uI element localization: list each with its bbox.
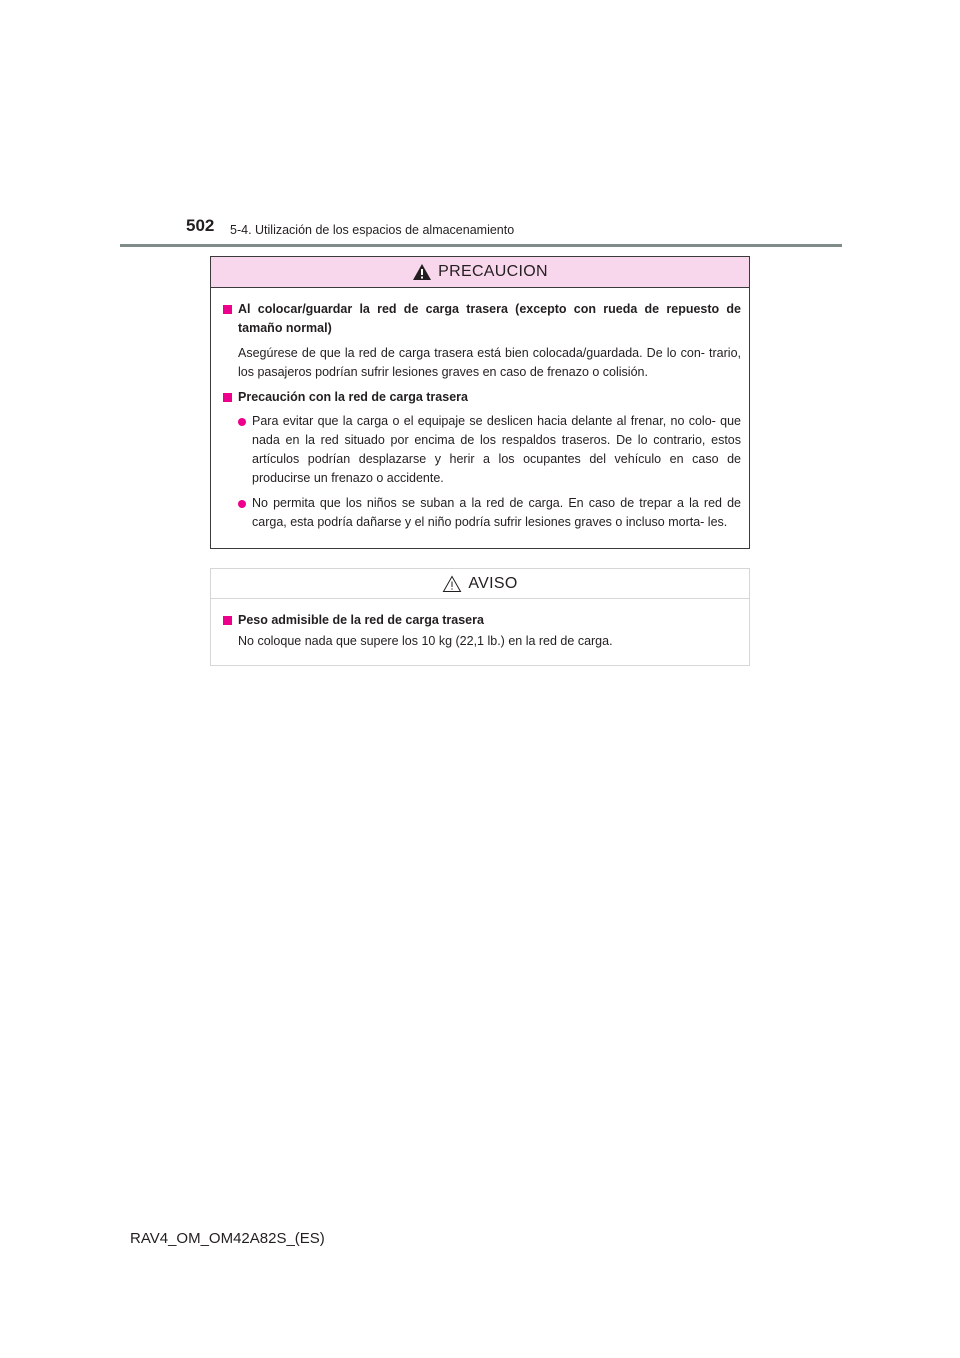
document-code: RAV4_OM_OM42A82S_(ES) (130, 1230, 325, 1247)
caution-item-heading: Al colocar/guardar la red de carga trasera (excepto con rueda de repuesto de tamaño normal) (221, 300, 741, 338)
caution-body (211, 288, 749, 532)
notice-title: AVISO (468, 574, 518, 592)
circle-bullet-icon (238, 418, 246, 426)
caution-item-text: Asegúrese de que la red de carga trasera está bien colocada/guardada. De lo con- trario, los pasajeros podrían sufrir lesiones graves en caso de frenazo o colisión. (238, 346, 741, 379)
square-bullet-icon (223, 305, 232, 314)
caution-bullet: Para evitar que la carga o el equipaje se deslicen hacia delante al frenar, no colo- que nada en la red situado por encima de los respaldos traseros. De lo contrario, estos artículos podrían desplazarse y herir a los ocupantes del vehículo en caso de producirse un frenazo o accidente. (238, 412, 741, 488)
caution-item-heading: Precaución con la red de carga trasera (221, 388, 741, 407)
notice-box (210, 568, 750, 666)
section-title: 5-4. Utilización de los espacios de almacenamiento (230, 223, 515, 237)
caution-box (210, 256, 750, 549)
square-bullet-icon (223, 393, 232, 402)
notice-item-text: No coloque nada que supere los 10 kg (22,1 lb.) en la red de carga. (238, 634, 613, 648)
square-bullet-icon (223, 616, 232, 625)
notice-item-heading: Peso admisible de la red de carga trasera (221, 611, 741, 630)
page-number: 502 (186, 216, 215, 235)
caution-header (211, 257, 749, 288)
notice-header (211, 569, 749, 599)
caution-title: PRECAUCION (438, 263, 548, 280)
notice-body (211, 599, 749, 651)
circle-bullet-icon (238, 500, 246, 508)
caution-bullet: No permita que los niños se suban a la red de carga. En caso de trepar a la red de carga, esta podría dañarse y el niño podría sufrir lesiones graves o incluso morta- les. (238, 494, 741, 532)
header-rule (120, 244, 842, 247)
warning-filled-icon (412, 263, 432, 281)
warning-outline-icon (442, 575, 462, 593)
